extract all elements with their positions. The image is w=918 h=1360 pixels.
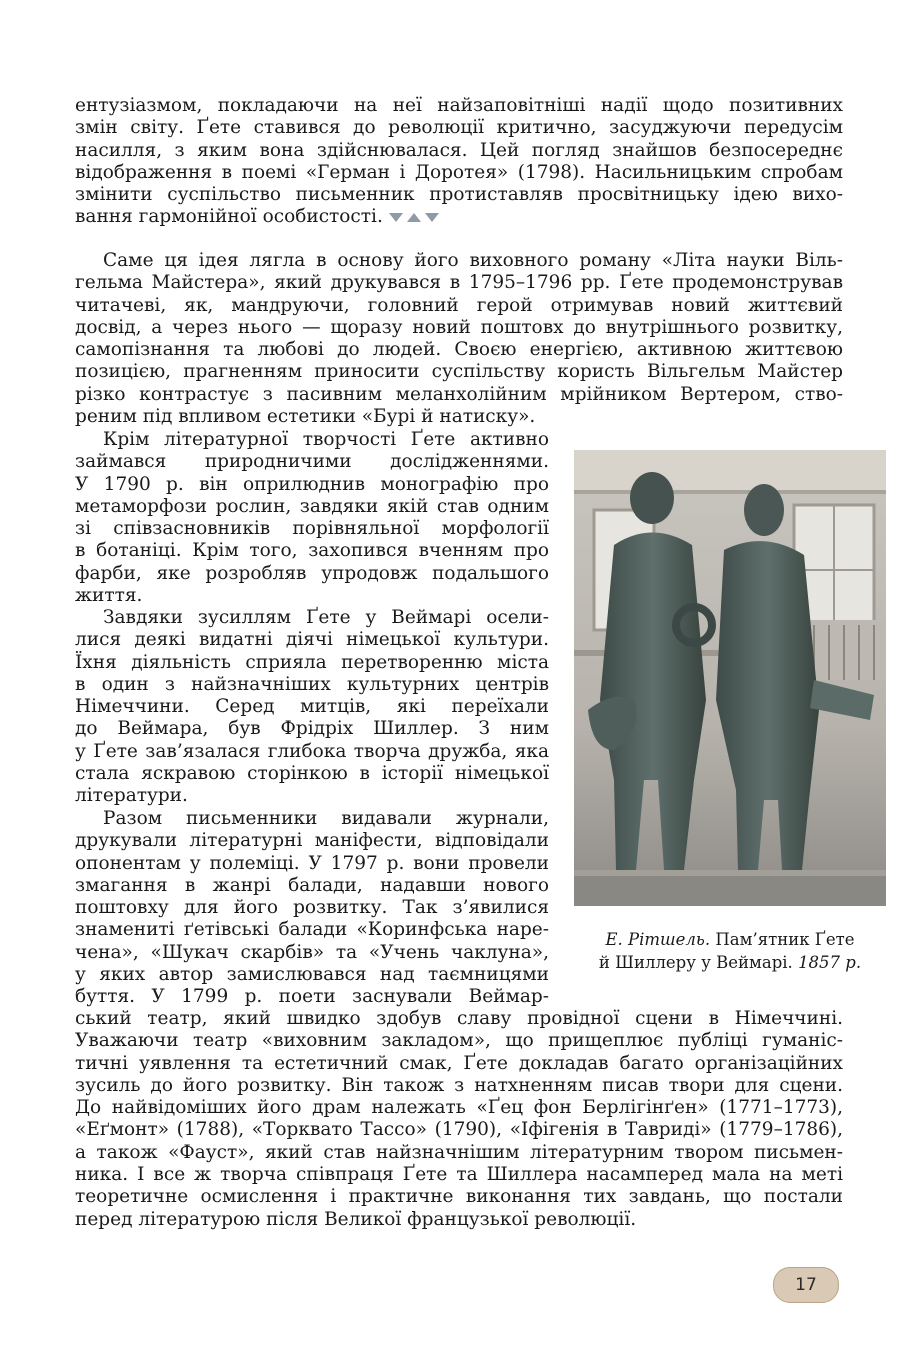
caption-place: й Шиллеру у Веймарі.	[598, 953, 793, 972]
text-line: гельма Майстера», який друкувався в 1795–1796 рр. Ґете продемонстрував	[75, 272, 843, 294]
text-line: досвід, а через нього — щоразу новий поштовх до внутрішнього розвитку,	[75, 316, 843, 338]
caption-author: Е. Рітшель.	[605, 930, 711, 949]
text-line: у яких автор замислювався над таємницями	[75, 964, 549, 986]
text-line: фарби, яке розробляв упродовж подальшого	[75, 562, 549, 584]
text-line: Разом письменники видавали журнали,	[103, 808, 549, 829]
text-line: стала яскравою сторінкою в історії німецької	[75, 763, 549, 785]
text-line: зусиль до його розвитку. Він також з натхненням писав твори для сцени.	[75, 1074, 843, 1096]
text-line: Завдяки зусиллям Ґете у Веймарі осели-	[103, 607, 549, 628]
caption-line-1	[574, 928, 886, 951]
text-line: тичні уявлення та естетичний смак, Ґете докладав багато організаційних	[75, 1052, 843, 1074]
text-line: поштовху для його розвитку. Так з’явилися	[75, 897, 549, 919]
text-line: у Ґете зав’язалася глибока творча дружба, яка	[75, 740, 549, 762]
page-number-badge	[773, 1267, 839, 1303]
page-number: 17	[795, 1275, 817, 1295]
text-line: У 1790 р. він оприлюднив монографію про	[75, 473, 549, 495]
text-line: самопізнання та любові до людей. Своєю енергією, активною життєвою	[75, 339, 843, 361]
text-line: до Веймара, був Фрідріх Шиллер. З ним	[75, 718, 549, 740]
text-line: знамениті ґетівські балади «Коринфська наре-	[75, 919, 549, 941]
caption-line-2	[574, 951, 886, 974]
text-line: різко контрастує з пасивним меланхолійним мрійником Вертером, ство-	[75, 383, 843, 405]
text-line: Уважаючи театр «виховним закладом», що прищеплює публіці гуманіс-	[75, 1030, 843, 1052]
text-line: буття. У 1799 р. поети заснували Веймар-	[75, 986, 549, 1008]
text-line: теоретичне осмислення і практичне виконання тих завдань, що постали	[75, 1186, 843, 1208]
text-line-last	[75, 206, 843, 228]
text-line: зі співзасновників порівняльної морфології	[75, 518, 549, 540]
text-line: життя.	[75, 585, 143, 607]
text-line: насилля, з яким вона здійснювалася. Цей погляд знайшов безпосереднє	[75, 139, 843, 161]
text-line: метаморфози рослин, завдяки якій став одним	[75, 495, 549, 517]
text-line: в ботаніці. Крім того, захопився вченням про	[75, 540, 549, 562]
text-line: реним під впливом естетики «Бурі й натиску».	[75, 406, 536, 428]
text-line-content: вання гармонійної особистості.	[75, 206, 383, 228]
photo-caption	[574, 928, 886, 974]
paragraph-collaboration	[75, 808, 549, 1009]
text-line: Їхня діяльність сприяла перетворенню міста	[75, 651, 549, 673]
paragraph-theatre	[75, 1008, 843, 1231]
text-line: чена», «Шукач скарбів» та «Учень чаклуна»,	[75, 941, 549, 963]
text-line: Німеччини. Серед митців, які переїхали	[75, 696, 549, 718]
text-line: ника. І все ж творча співпраця Ґете та Шиллера насамперед мала на меті	[75, 1164, 843, 1186]
text-line: перед літературою після Великої французької революції.	[75, 1208, 637, 1230]
paragraph-continuation	[75, 95, 843, 229]
section-end-ornament-icon	[389, 211, 439, 223]
text-line: лися деякі видатні діячі німецької культури.	[75, 629, 549, 651]
paragraph-wilhelm-meister	[75, 250, 843, 428]
text-line: займався природничими дослідженнями.	[75, 451, 549, 473]
text-line: «Еґмонт» (1788), «Торквато Тассо» (1790), «Іфігенія в Тавриді» (1779–1786),	[75, 1119, 843, 1141]
paragraph-weimar	[75, 607, 549, 808]
text-line: літератури.	[75, 785, 188, 807]
text-line: в один з найзначніших культурних центрів	[75, 673, 549, 695]
text-line: відображення в поемі «Герман і Доротея» (1798). Насильницьким спробам	[75, 161, 843, 183]
text-line: змагання в жанрі балади, надавши нового	[75, 874, 549, 896]
text-line: Крім літературної творчості Ґете активно	[103, 429, 549, 450]
monument-illustration	[574, 450, 886, 906]
monument-photo	[574, 450, 886, 906]
caption-title: Пам’ятник Ґете	[710, 930, 855, 949]
text-line: позицією, прагненням приносити суспільству користь Вільгельм Майстер	[75, 361, 843, 383]
text-line: До найвідоміших його драм належать «Ґец фон Берлігінґен» (1771–1773),	[75, 1097, 843, 1119]
text-line: читачеві, як, мандруючи, головний герой отримував новий життєвий	[75, 294, 843, 316]
text-line: опонентам у полеміці. У 1797 р. вони провели	[75, 852, 549, 874]
text-line: Саме ця ідея лягла в основу його виховного роману «Літа науки Віль-	[103, 250, 843, 271]
text-line: ентузіазмом, покладаючи на неї найзаповітніші надії щодо позитивних	[75, 95, 843, 116]
text-line: змін світу. Ґете ставився до революції критично, засуджуючи передусім	[75, 117, 843, 139]
caption-year: 1857 р.	[798, 953, 862, 972]
text-line: ський театр, який швидко здобув славу провідної сцени в Німеччині.	[75, 1008, 843, 1029]
text-line: а також «Фауст», який став найзначнішим літературним твором письмен-	[75, 1141, 843, 1163]
text-line: друкували літературні маніфести, відповідали	[75, 830, 549, 852]
text-line: змінити суспільство письменник протиставляв просвітницьку ідею вихо-	[75, 184, 843, 206]
paragraph-natural-science	[75, 429, 549, 607]
